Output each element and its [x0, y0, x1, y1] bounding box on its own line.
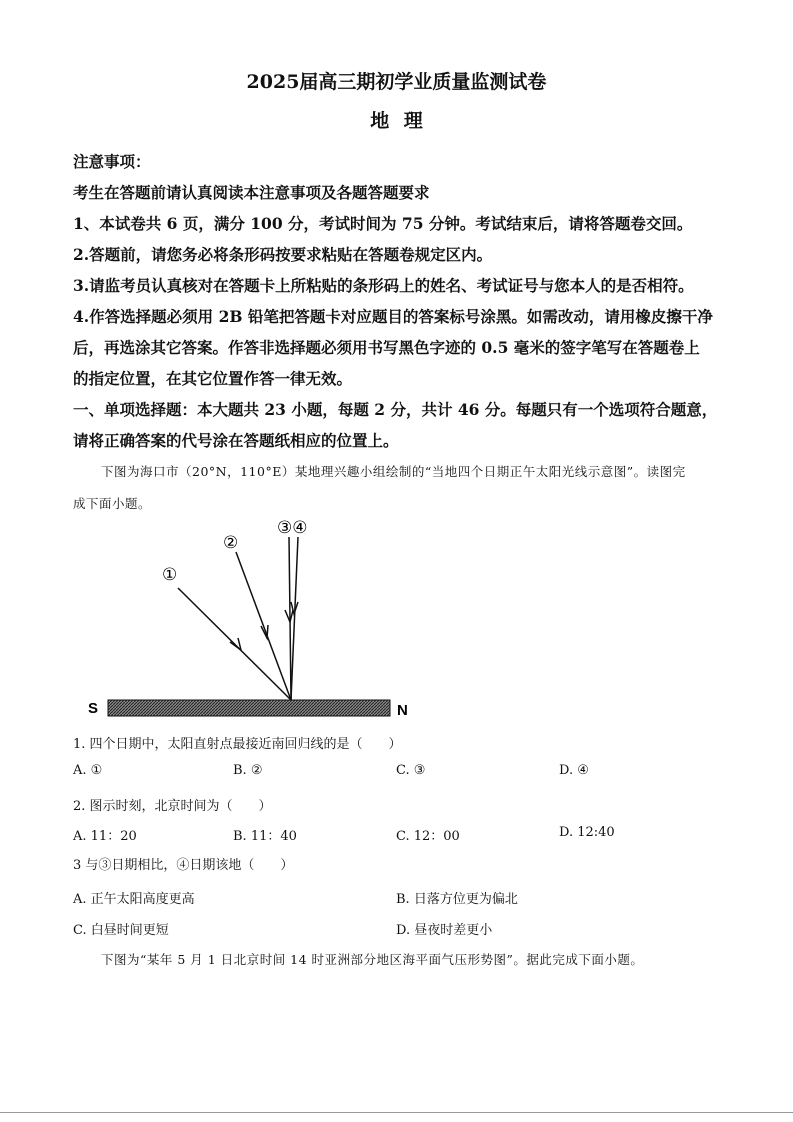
option-d: D. 昼夜时差更小 — [396, 923, 493, 938]
option-b: B. 11：40 — [233, 829, 297, 844]
option-a: A. ① — [73, 763, 103, 778]
sun-ray-1 — [178, 588, 291, 700]
sun-ray-4 — [291, 537, 298, 700]
notice-line: 1、本试卷共 6 页，满分 100 分，考试时间为 75 分钟。考试结束后，请将答题卷交回。 — [73, 214, 693, 233]
option-a: A. 正午太阳高度更高 — [73, 892, 195, 907]
notice-heading: 注意事项： — [73, 152, 151, 171]
sun-ray-diagram — [80, 510, 440, 725]
page-divider — [0, 1112, 793, 1113]
notice-line: 2.答题前，请您务必将条形码按要求粘贴在答题卷规定区内。 — [73, 245, 493, 264]
arrow-icon — [285, 610, 293, 622]
ray-label-1: ① — [162, 565, 178, 585]
north-label: N — [397, 702, 408, 719]
notice-line: 后，再选涂其它答案。作答非选择题必须用书写黑色字迹的 0.5 毫米的签字笔写在答题卷上 — [73, 338, 700, 357]
south-label: S — [88, 700, 99, 717]
question-stem: 1. 四个日期中，太阳直射点最接近南回归线的是（ ） — [73, 737, 402, 752]
section-heading: 一、单项选择题：本大题共 23 小题，每题 2 分，共计 46 分。每题只有一个选项符合题意， — [73, 400, 718, 419]
subject-title: 地 理 — [370, 110, 423, 132]
intro-text: 成下面小题。 — [73, 496, 152, 511]
notice-line: 考生在答题前请认真阅读本注意事项及各题答题要求 — [73, 183, 430, 202]
option-c: C. ③ — [396, 763, 426, 778]
exam-title: 2025届高三期初学业质量监测试卷 — [246, 71, 547, 93]
option-c: C. 白昼时间更短 — [73, 923, 169, 938]
ray-label-3-4: ③④ — [277, 518, 308, 538]
intro-text: 下图为“某年 5 月 1 日北京时间 14 时亚洲部分地区海平面气压形势图”。据此完成下面小题。 — [101, 952, 644, 967]
option-a: A. 11：20 — [73, 829, 137, 844]
notice-line: 4.作答选择题必须用 2B 铅笔把答题卡对应题目的答案标号涂黑。如需改动，请用橡皮擦干净 — [73, 307, 713, 326]
notice-line: 的指定位置，在其它位置作答一律无效。 — [73, 369, 353, 388]
ground-bar — [108, 700, 390, 716]
question-stem: 2. 图示时刻，北京时间为（ ） — [73, 799, 272, 814]
option-d: D. 12:40 — [559, 825, 615, 840]
notice-line: 3.请监考员认真核对在答题卡上所粘贴的条形码上的姓名、考试证号与您本人的是否相符。 — [73, 276, 694, 295]
option-b: B. ② — [233, 763, 263, 778]
ray-label-2: ② — [223, 533, 239, 553]
question-stem: 3 与③日期相比，④日期该地（ ） — [73, 858, 294, 873]
sun-ray-2 — [236, 552, 291, 700]
section-heading: 请将正确答案的代号涂在答题纸相应的位置上。 — [73, 431, 399, 450]
option-b: B. 日落方位更为偏北 — [396, 892, 518, 907]
option-c: C. 12：00 — [396, 829, 460, 844]
option-d: D. ④ — [559, 763, 589, 778]
intro-text: 下图为海口市（20°N，110°E）某地理兴趣小组绘制的“当地四个日期正午太阳光线示意图”。读图完 — [101, 464, 686, 479]
